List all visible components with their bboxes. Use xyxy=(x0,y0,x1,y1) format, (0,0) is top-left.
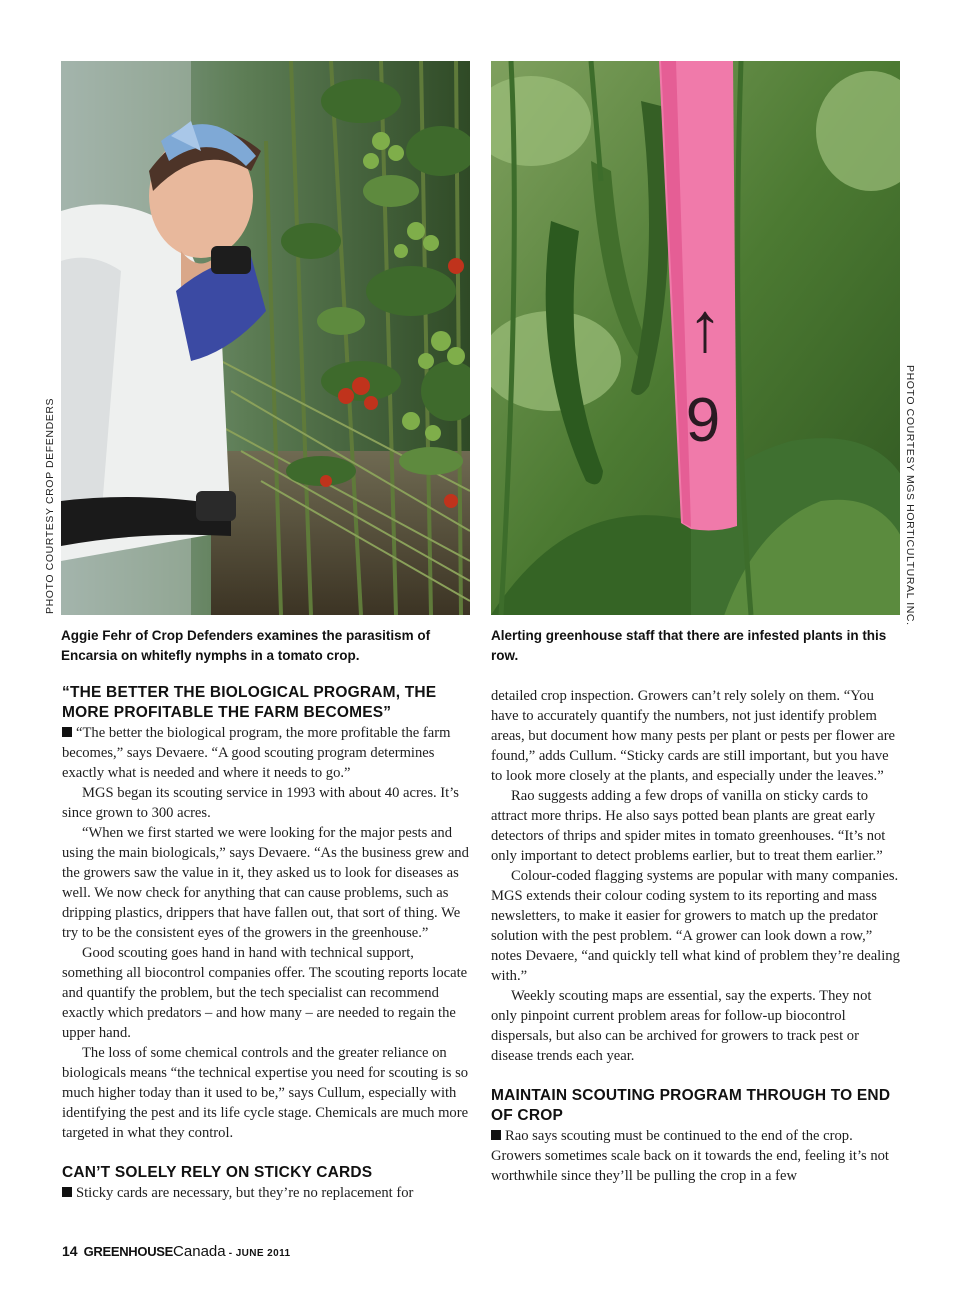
photo-researcher-tomato-crop xyxy=(61,61,470,615)
article-column-right xyxy=(491,686,901,1186)
publication-name-light: Canada xyxy=(173,1243,226,1260)
article-paragraph: Weekly scouting maps are essential, say the experts. They not only pinpoint current problem areas for follow-up biocontrol dispersals, but also can be archived for growers to track pest or disease trends each year. xyxy=(491,988,872,1064)
section-heading-sticky-cards: CAN’T SOLELY RELY ON STICKY CARDS xyxy=(62,1164,373,1181)
photo-credit-right: PHOTO COURTESY MGS HORTICULTURAL INC. xyxy=(904,365,916,626)
footer-separator: - xyxy=(225,1248,236,1259)
flag-number: 9 xyxy=(685,386,721,455)
issue-date: JUNE 2011 xyxy=(235,1248,291,1259)
article-paragraph: MGS began its scouting service in 1993 with about 40 acres. It’s since grown to 300 acres. xyxy=(62,785,459,821)
publication-name-bold: GREENHOUSE xyxy=(83,1244,174,1259)
flag-arrow: ↑ xyxy=(687,288,723,366)
article-column-left xyxy=(62,683,472,1203)
article-paragraph: The loss of some chemical controls and the greater reliance on biologicals means “the technical expertise you need for scouting is so much higher today than it used to be,” says Cullum, especially with identifying the pest and its life cycle stage. Chemicals are much more targeted in what they control. xyxy=(62,1045,469,1141)
article-paragraph: Rao suggests adding a few drops of vanilla on sticky cards to attract more thrips. He also says potted bean plants are great early detectors of thrips and spider mites in tomato greenhouses. “It’s not only important to detect problems earlier, but to treat them earlier.” xyxy=(491,788,886,864)
article-paragraph: Rao says scouting must be continued to the end of the crop. Growers sometimes scale back on it towards the end, feeling it’s not worthwhile since they’ll be pulling the crop in a few xyxy=(491,1128,889,1184)
photo-pink-flag-tag xyxy=(491,61,900,615)
researcher-photo-illustration xyxy=(61,61,470,615)
section-heading-biological-program: “THE BETTER THE BIOLOGICAL PROGRAM, THE MORE PROFITABLE THE FARM BECOMES” xyxy=(62,684,437,721)
article-paragraph: “The better the biological program, the more profitable the farm becomes,” says Devaere. “A good scouting program determines exactly what is needed and where it needs to go.” xyxy=(62,725,451,781)
photo-credit-left: PHOTO COURTESY CROP DEFENDERS xyxy=(44,397,56,614)
square-bullet-icon xyxy=(62,1187,72,1197)
article-paragraph: “When we first started we were looking for the major pests and using the main biologicals,” says Devaere. “As the business grew and the growers saw the value in it, they asked us to look for diseases as well. We now check for anything that can cause problems, such as dripping plastics, drippers that have fallen out, that sort of thing. We try to be the consistent eyes of the growers in the greenhouse.” xyxy=(62,825,469,941)
photo-caption-right: Alerting greenhouse staff that there are infested plants in this row. xyxy=(491,628,887,663)
page-footer xyxy=(62,1243,290,1261)
article-paragraph: Good scouting goes hand in hand with technical support, something all biocontrol companies offer. The scouting reports locate and quantify the problem, but the tech specialist can recommend exactly which predators – and how many – are needed to regain the upper hand. xyxy=(62,945,468,1041)
square-bullet-icon xyxy=(62,727,72,737)
article-paragraph: detailed crop inspection. Growers can’t rely solely on them. “You have to accurately quantify the numbers, not just identify problem areas, but document how many pests per plant or pests per flower are found,” adds Cullum. “Sticky cards are still important, but you have to look more closely at the plants, and especially under the leaves.” xyxy=(491,688,896,784)
flag-tag-photo-illustration xyxy=(491,61,900,615)
page-number: 14 xyxy=(62,1243,78,1259)
article-paragraph: Sticky cards are necessary, but they’re no replacement for xyxy=(62,1183,472,1203)
section-heading-maintain-scouting: MAINTAIN SCOUTING PROGRAM THROUGH TO END OF CROP xyxy=(491,1087,891,1124)
photo-caption-left: Aggie Fehr of Crop Defenders examines the parasitism of Encarsia on whitefly nymphs in a tomato crop. xyxy=(61,628,431,663)
square-bullet-icon xyxy=(491,1130,501,1140)
article-paragraph: Colour-coded flagging systems are popular with many companies. MGS extends their colour coding system to its reporting and mass newsletters, to make it easier for growers to match up the predator solution with the pest problem. “A grower can look down a row,” notes Devaere, “and quickly tell what kind of problem they’re dealing with.” xyxy=(491,868,900,984)
